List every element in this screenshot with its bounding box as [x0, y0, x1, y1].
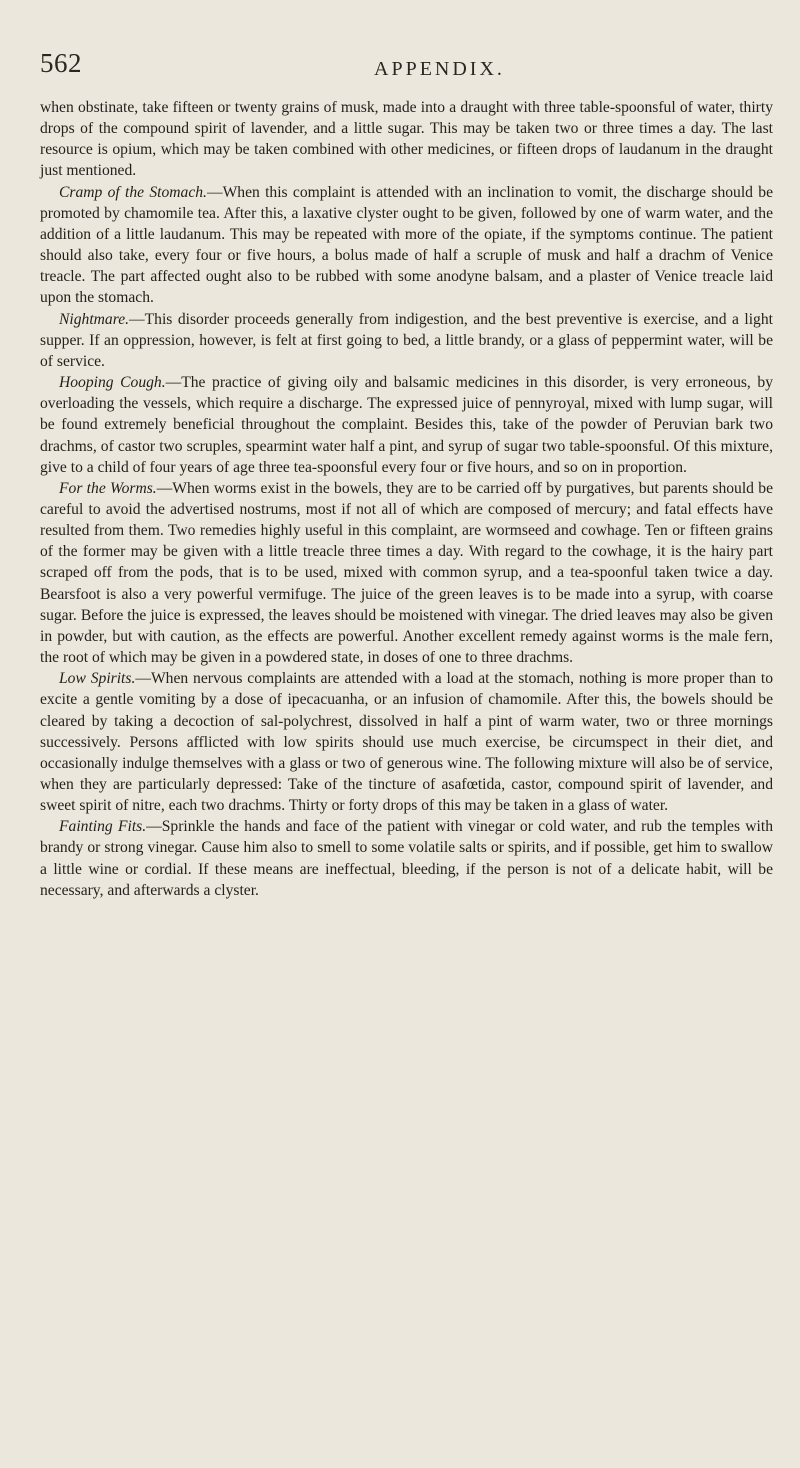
paragraph-hooping-cough	[40, 372, 773, 478]
section-heading: Low Spirits.	[59, 670, 136, 688]
section-heading: Cramp of the Stomach.	[59, 183, 207, 201]
section-heading: Fainting Fits.	[59, 818, 147, 836]
paragraph-text: —When nervous complaints are attended with a load at the stomach, nothing is more proper than to excite a gentle vomiting by a dose of ipecacuanha, or an infusion of chamomile. After this, the bowels should be cleared by taking a decoction of sal-polychrest, dissolved in half a pint of warm water, two or three mornings successively. Persons afflicted with low spirits should use much exercise, be circumspect in their diet, and occasionally indulge themselves with a glass or two of generous wine. The following mixture will also be of service, when they are particularly depressed: Take of the tincture of asafœtida, castor, compound spirit of lavender, and sweet spirit of nitre, each two drachms. Thirty or forty drops of this may be taken in a glass of water.	[40, 670, 773, 815]
paragraph-for-the-worms	[40, 478, 773, 668]
paragraph-text: —Sprinkle the hands and face of the patient with vinegar or cold water, and rub the temples with brandy or strong vinegar. Cause him also to smell to some volatile salts or spirits, and if possible, get him to swallow a little wine or cordial. If these means are ineffectual, bleeding, if the person is not of a delicate habit, will be necessary, and afterwards a clyster.	[40, 818, 774, 899]
running-head: APPENDIX.	[374, 58, 505, 80]
paragraph-fainting-fits	[40, 816, 773, 901]
paragraph-text: —This disorder proceeds generally from indigestion, and the best preventive is exercise, and a light supper. If an oppression, however, is felt at first going to bed, a little brandy, or a glass of peppermint water, will be of service.	[40, 310, 773, 370]
paragraph-text: —When worms exist in the bowels, they are to be carried off by purgatives, but parents should be careful to avoid the advertised nostrums, most if not all of which are composed of mercury; and fatal effects have resulted from them. Two remedies highly useful in this complaint, are wormseed and cowhage. Ten or fifteen grains of the former may be given with a little treacle three times a day. With regard to the cowhage, it is the hairy part scraped off from the pods, that is to be used, mixed with common syrup, and a tea-spoonful taken twice a day. Bearsfoot is also a very powerful vermifuge. The juice of the green leaves is to be made into a syrup, with coarse sugar. Before the juice is expressed, the leaves should be moistened with vinegar. The dried leaves may also be given in powder, but with caution, as the effects are powerful. Another excellent remedy against worms is the male fern, the root of which may be given in a powdered state, in doses of one to three drachms.	[40, 479, 773, 667]
paragraph-text: —The practice of giving oily and balsamic medicines in this disorder, is very erroneous, by overloading the vessels, which require a discharge. The expressed juice of pennyroyal, mixed with lump sugar, will be found extremely beneficial throughout the complaint. Besides this, take of the powder of Peruvian bark two drachms, of castor two scruples, spearmint water half a pint, and syrup of sugar two table-spoonsful. Of this mixture, give to a child of four years of age three tea-spoonsful every four or five hours, and so on in proportion.	[40, 374, 773, 476]
section-heading: Nightmare.	[59, 310, 130, 328]
page-header	[40, 46, 760, 86]
paragraph-nightmare	[40, 309, 773, 372]
page-number: 562	[40, 48, 82, 78]
paragraph-low-spirits	[40, 668, 773, 816]
paragraph-continued	[40, 97, 773, 182]
body-text	[40, 97, 773, 901]
section-heading: For the Worms.	[59, 479, 157, 497]
paragraph-text: —When this complaint is attended with an inclination to vomit, the discharge should be promoted by chamomile tea. After this, a laxative clyster ought to be given, followed by one of warm water, and the addition of a little laudanum. This may be repeated with more of the opiate, if the symptoms continue. The patient should also take, every four or five hours, a bolus made of half a scruple of musk and half a drachm of Venice treacle. The part affected ought also to be rubbed with some anodyne balsam, and a plaster of Venice treacle laid upon the stomach.	[40, 183, 773, 307]
paragraph-text: when obstinate, take fifteen or twenty grains of musk, made into a draught with three table-spoonsful of water, thirty drops of the compound spirit of lavender, and a little sugar. This may be taken two or three times a day. The last resource is opium, which may be taken combined with other medicines, or fifteen drops of laudanum in the draught just mentioned.	[40, 99, 773, 180]
paragraph-cramp-of-the-stomach	[40, 182, 773, 309]
section-heading: Hooping Cough.	[59, 374, 166, 392]
